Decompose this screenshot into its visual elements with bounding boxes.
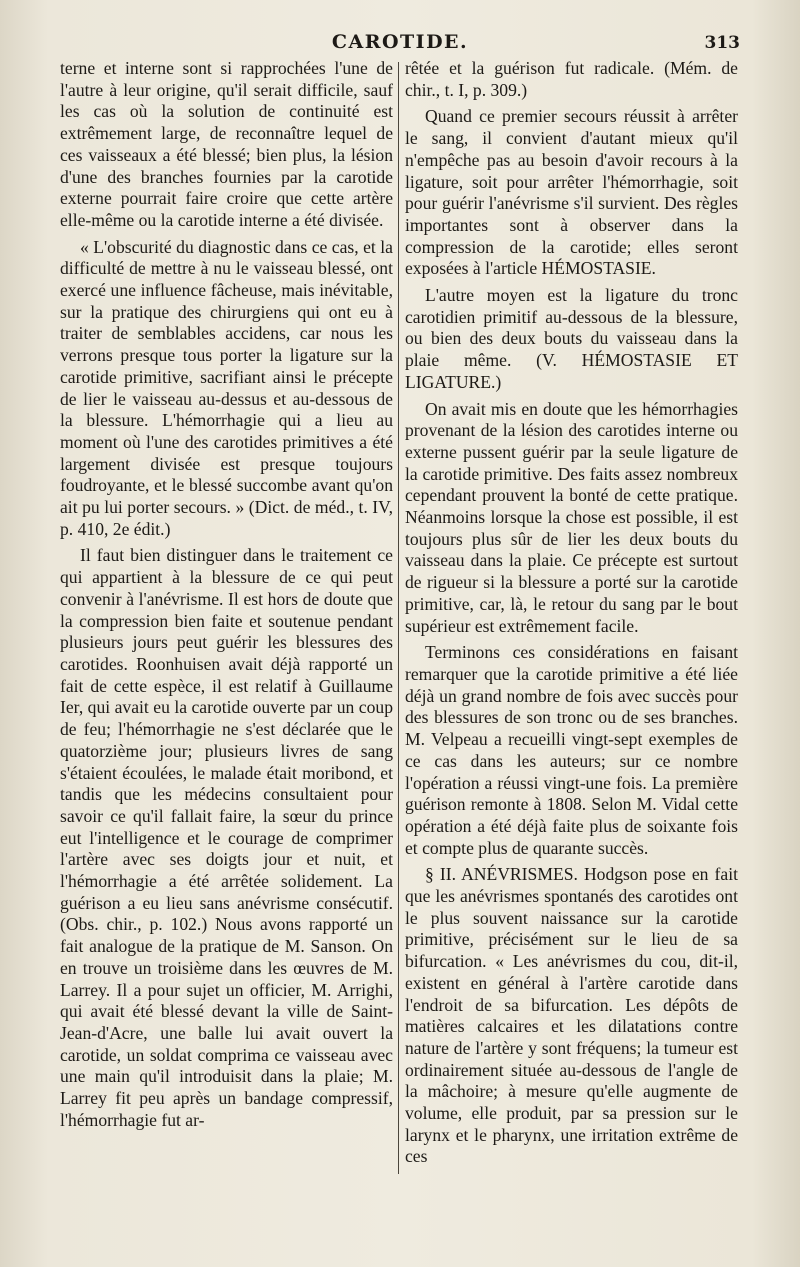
paragraph: rêtée et la guérison fut radicale. (Mém. de chir., t. I, p. 309.) [405,58,738,100]
page-number: 313 [704,33,740,53]
paragraph: terne et interne sont si rapprochées l'une de l'autre à leur origine, qu'il serait difficile, sauf les cas où la solution de continuité est extrêmement large, de reconnaître lequel de ces vaisseaux a été blessé; bien plus, la lésion d'une des branches fournies par la carotide externe pourrait faire croire que cette artère elle-même ou la carotide interne a été divisée. [60,58,393,230]
paragraph: § II. ANÉVRISMES. Hodgson pose en fait que les anévrismes spontanés des carotides ont le plus souvent naissance sur la carotide primitive, précisément sur le lieu de sa bifurcation. « Les anévrismes du cou, dit-il, existent en général à l'artère carotide dans l'endroit de sa bifurcation. Les dépôts de matières calcaires et les dilatations contre nature de l'artère y sont fréquens; la tumeur est ordinairement située au-dessous de l'angle de la mâchoire; à mesure qu'elle augmente de volume, elle produit, par sa pression sur le larynx et le pharynx, une irritation extrême de ces [405,864,738,1167]
paragraph: Quand ce premier secours réussit à arrêter le sang, il convient d'autant mieux qu'il n'empêche pas au besoin d'avoir recours à la ligature, soit pour arrêter l'hémorrhagie, soit pour guérir l'anévrisme s'il survient. Des règles importantes sont à observer dans la compression de la carotide; elles seront exposées à l'article HÉMOSTASIE. [405,106,738,279]
column-divider [398,62,399,1174]
paragraph: Il faut bien distinguer dans le traitement ce qui appartient à la blessure de ce qui peut convenir à l'anévrisme. Il est hors de doute que la compression bien faite et soutenue pendant plusieurs jours peut guérir les blessures des carotides. Roonhuisen avait déjà rapporté un fait de cette espèce, il est relatif à Guillaume Ier, qui avait eu la carotide ouverte par un coup de feu; l'hémorrhagie ne s'est déclarée que le quatorzième jour; plusieurs livres de sang s'étaient écoulées, le malade était moribond, et tandis que les médecins consultaient pour savoir ce qu'il fallait faire, la sœur du prince eut l'intelligence et le courage de comprimer l'artère avec ses doigts jour et nuit, et l'hémorrhagie a été arrêtée solidement. La guérison a eu lieu sans anévrisme consécutif. (Obs. chir., p. 102.) Nous avons rapporté un fait analogue de la pratique de M. Sanson. On en trouve un troisième dans les œuvres de M. Larrey. Il a pour sujet un officier, M. Arrighi, qui avait été blessé devant la ville de Saint-Jean-d'Acre, une balle lui avait ouvert la carotide, un soldat comprima ce vaisseau avec une main qu'il introduisit dans la plaie; M. Larrey fit peu après un bandage compressif, l'hémorrhagie fut ar- [60,545,393,1130]
running-header [60,31,740,55]
paragraph: Terminons ces considérations en faisant remarquer que la carotide primitive a été liée déjà un grand nombre de fois avec succès pour des blessures de son tronc ou de ses branches. M. Velpeau a recueilli vingt-sept exemples de ce cas dans les auteurs; sur ce nombre l'opération a réussi vingt-une fois. La première guérison remonte à 1808. Selon M. Vidal cette opération a été déjà faite plus de soixante fois et compte plus de quarante succès. [405,642,738,858]
left-column [60,58,393,1131]
paragraph: L'autre moyen est la ligature du tronc carotidien primitif au-dessous de la blessure, ou bien des deux bouts du vaisseau dans la plaie même. (V. HÉMOSTASIE ET LIGATURE.) [405,285,738,392]
paragraph: On avait mis en doute que les hémorrhagies provenant de la lésion des carotides interne ou externe pussent guérir par la seule ligature de la carotide primitive. Des faits assez nombreux cependant prouvent la bonté de cette pratique. Néanmoins lorsque la chose est possible, il est toujours plus sûr de lier les deux bouts du vaisseau dans la plaie. Ce précepte est surtout de rigueur si la blessure a porté sur la carotide primitive, car, là, le retour du sang par le bout supérieur est extrêmement facile. [405,398,738,636]
right-column [405,58,738,1168]
paragraph: « L'obscurité du diagnostic dans ce cas, et la difficulté de mettre à nu le vaisseau blessé, ont exercé une influence fâcheuse, mais inévitable, sur la pratique des chirurgiens qui ont eu à traiter de semblables accidens, car nous les verrons presque tous porter la ligature sur la carotide primitive, sacrifiant ainsi le précepte de lier le vaisseau au-dessus et au-dessous de la blessure. L'hémorrhagie qui a lieu au moment où l'une des carotides primitives a été largement divisée est presque toujours foudroyante, et le blessé succombe avant qu'on ait pu lui porter secours. » (Dict. de méd., t. IV, p. 410, 2e édit.) [60,236,393,539]
page-title: CAROTIDE. [331,31,469,53]
